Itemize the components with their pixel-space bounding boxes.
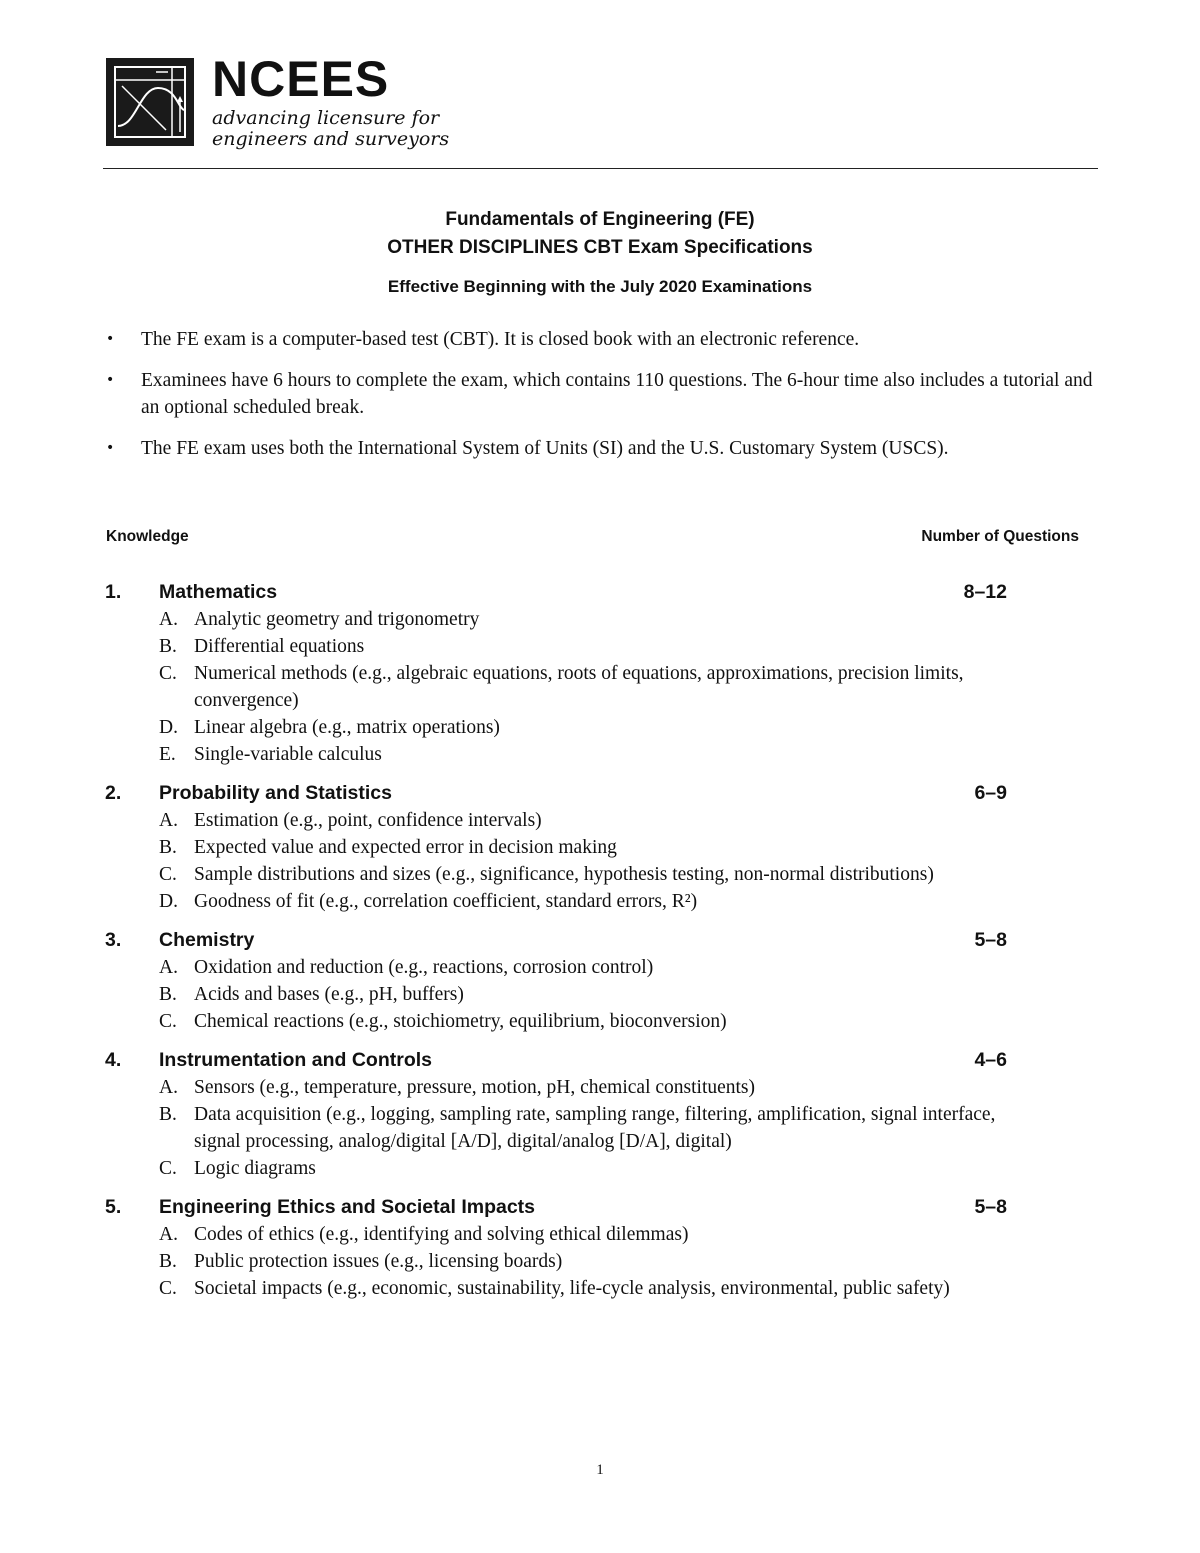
topic-letter: B. — [159, 1104, 177, 1125]
topic-list — [105, 807, 1035, 915]
question-count: 4–6 — [974, 1049, 1007, 1071]
topic-letter: A. — [159, 1224, 178, 1245]
bullet-item — [104, 435, 1094, 462]
topic-item — [105, 1008, 1035, 1035]
topic-text: Analytic geometry and trigonometry — [194, 609, 480, 630]
topic-text: Differential equations — [194, 636, 365, 657]
topic-text: Numerical methods (e.g., algebraic equations, roots of equations, approximations, precision limits, convergence) — [194, 663, 964, 711]
document-title: Fundamentals of Engineering (FE) — [445, 209, 755, 230]
topic-letter: D. — [159, 717, 178, 738]
section-title: Probability and Statistics — [159, 782, 392, 804]
topic-text: Logic diagrams — [194, 1158, 316, 1179]
topic-text: Sensors (e.g., temperature, pressure, motion, pH, chemical constituents) — [194, 1077, 756, 1098]
topic-list — [105, 954, 1035, 1035]
topic-text: Chemical reactions (e.g., stoichiometry, equilibrium, bioconversion) — [194, 1011, 727, 1032]
logo-tagline: advancing licensure for engineers and surveyors — [212, 107, 450, 150]
page-number: 1 — [596, 1462, 604, 1478]
section-number: 4. — [105, 1049, 122, 1071]
topic-letter: B. — [159, 1251, 177, 1272]
topic-text: Single-variable calculus — [194, 744, 382, 765]
section-number: 1. — [105, 581, 122, 603]
topic-letter: B. — [159, 984, 177, 1005]
topic-text: Oxidation and reduction (e.g., reactions, corrosion control) — [194, 957, 654, 978]
bullet-item — [104, 326, 1094, 353]
exam-info-list — [104, 326, 1094, 476]
topic-text: Acids and bases (e.g., pH, buffers) — [194, 984, 464, 1005]
topic-letter: D. — [159, 891, 178, 912]
section-heading — [105, 578, 1035, 606]
topic-letter: C. — [159, 1278, 177, 1299]
bullet-icon: • — [106, 440, 115, 456]
ncees-logo — [106, 51, 450, 150]
question-count: 5–8 — [974, 929, 1007, 951]
topic-text: Public protection issues (e.g., licensing boards) — [194, 1251, 563, 1272]
topic-item — [105, 1074, 1035, 1101]
section-number: 2. — [105, 782, 122, 804]
topic-item — [105, 741, 1035, 768]
topic-letter: C. — [159, 864, 177, 885]
topic-letter: C. — [159, 1158, 177, 1179]
topic-text: Sample distributions and sizes (e.g., significance, hypothesis testing, non-normal distributions) — [194, 864, 934, 885]
section-heading — [105, 1046, 1035, 1074]
bullet-icon: • — [106, 331, 115, 347]
section-heading — [105, 1193, 1035, 1221]
section-number: 3. — [105, 929, 122, 951]
topic-text: Societal impacts (e.g., economic, sustainability, life-cycle analysis, environmental, public safety) — [194, 1278, 950, 1299]
section-number: 5. — [105, 1196, 122, 1218]
questions-header: Number of Questions — [921, 528, 1079, 545]
topic-item — [105, 861, 1035, 888]
ncees-logo-mark-icon — [106, 58, 194, 146]
logo-wordmark: NCEES — [212, 51, 390, 107]
topic-item — [105, 1248, 1035, 1275]
knowledge-section — [105, 1046, 1035, 1182]
topic-text: Data acquisition (e.g., logging, sampling rate, sampling range, filtering, amplification, signal interface, signal processing, analog/digital [A/D], digital/analog [D/A], digital) — [194, 1104, 996, 1152]
topic-text: Linear algebra (e.g., matrix operations) — [194, 717, 500, 738]
section-title: Chemistry — [159, 929, 255, 951]
topic-item — [105, 807, 1035, 834]
topic-item — [105, 606, 1035, 633]
topic-text: Goodness of fit (e.g., correlation coefficient, standard errors, R²) — [194, 891, 698, 912]
bullet-text: The FE exam uses both the International System of Units (SI) and the U.S. Customary System (USCS). — [141, 438, 949, 459]
topic-list — [105, 606, 1035, 768]
topic-item — [105, 834, 1035, 861]
header-divider — [103, 168, 1098, 169]
topic-item — [105, 660, 1035, 714]
question-count: 6–9 — [974, 782, 1007, 804]
bullet-icon: • — [106, 372, 115, 388]
topic-text: Expected value and expected error in decision making — [194, 837, 617, 858]
topic-item — [105, 1155, 1035, 1182]
bullet-text: Examinees have 6 hours to complete the exam, which contains 110 questions. The 6-hour time also includes a tutorial and an optional scheduled break. — [141, 370, 1093, 418]
topic-letter: E. — [159, 744, 176, 765]
section-title: Mathematics — [159, 581, 278, 603]
topic-item — [105, 888, 1035, 915]
knowledge-header: Knowledge — [106, 528, 189, 545]
topic-letter: A. — [159, 1077, 178, 1098]
topic-letter: C. — [159, 1011, 177, 1032]
topic-item — [105, 954, 1035, 981]
topic-letter: C. — [159, 663, 177, 684]
section-heading — [105, 779, 1035, 807]
knowledge-sections — [105, 578, 1035, 1313]
topic-item — [105, 1275, 1035, 1302]
topic-letter: A. — [159, 609, 178, 630]
topic-item — [105, 1221, 1035, 1248]
knowledge-section — [105, 926, 1035, 1035]
topic-letter: B. — [159, 636, 177, 657]
topic-text: Codes of ethics (e.g., identifying and solving ethical dilemmas) — [194, 1224, 689, 1245]
topic-item — [105, 981, 1035, 1008]
topic-item — [105, 1101, 1035, 1155]
section-title: Instrumentation and Controls — [159, 1049, 432, 1071]
topic-letter: A. — [159, 957, 178, 978]
topic-list — [105, 1074, 1035, 1182]
topic-item — [105, 714, 1035, 741]
knowledge-section — [105, 578, 1035, 768]
section-heading — [105, 926, 1035, 954]
topic-letter: B. — [159, 837, 177, 858]
topic-item — [105, 633, 1035, 660]
bullet-item — [104, 367, 1094, 421]
document-subtitle: OTHER DISCIPLINES CBT Exam Specifications — [387, 237, 813, 258]
question-count: 8–12 — [963, 581, 1007, 603]
knowledge-section — [105, 779, 1035, 915]
question-count: 5–8 — [974, 1196, 1007, 1218]
topic-text: Estimation (e.g., point, confidence intervals) — [194, 810, 542, 831]
section-title: Engineering Ethics and Societal Impacts — [159, 1196, 536, 1218]
knowledge-section — [105, 1193, 1035, 1302]
topic-letter: A. — [159, 810, 178, 831]
topic-list — [105, 1221, 1035, 1302]
effective-date: Effective Beginning with the July 2020 Examinations — [387, 277, 813, 296]
bullet-text: The FE exam is a computer-based test (CBT). It is closed book with an electronic reference. — [141, 329, 860, 350]
